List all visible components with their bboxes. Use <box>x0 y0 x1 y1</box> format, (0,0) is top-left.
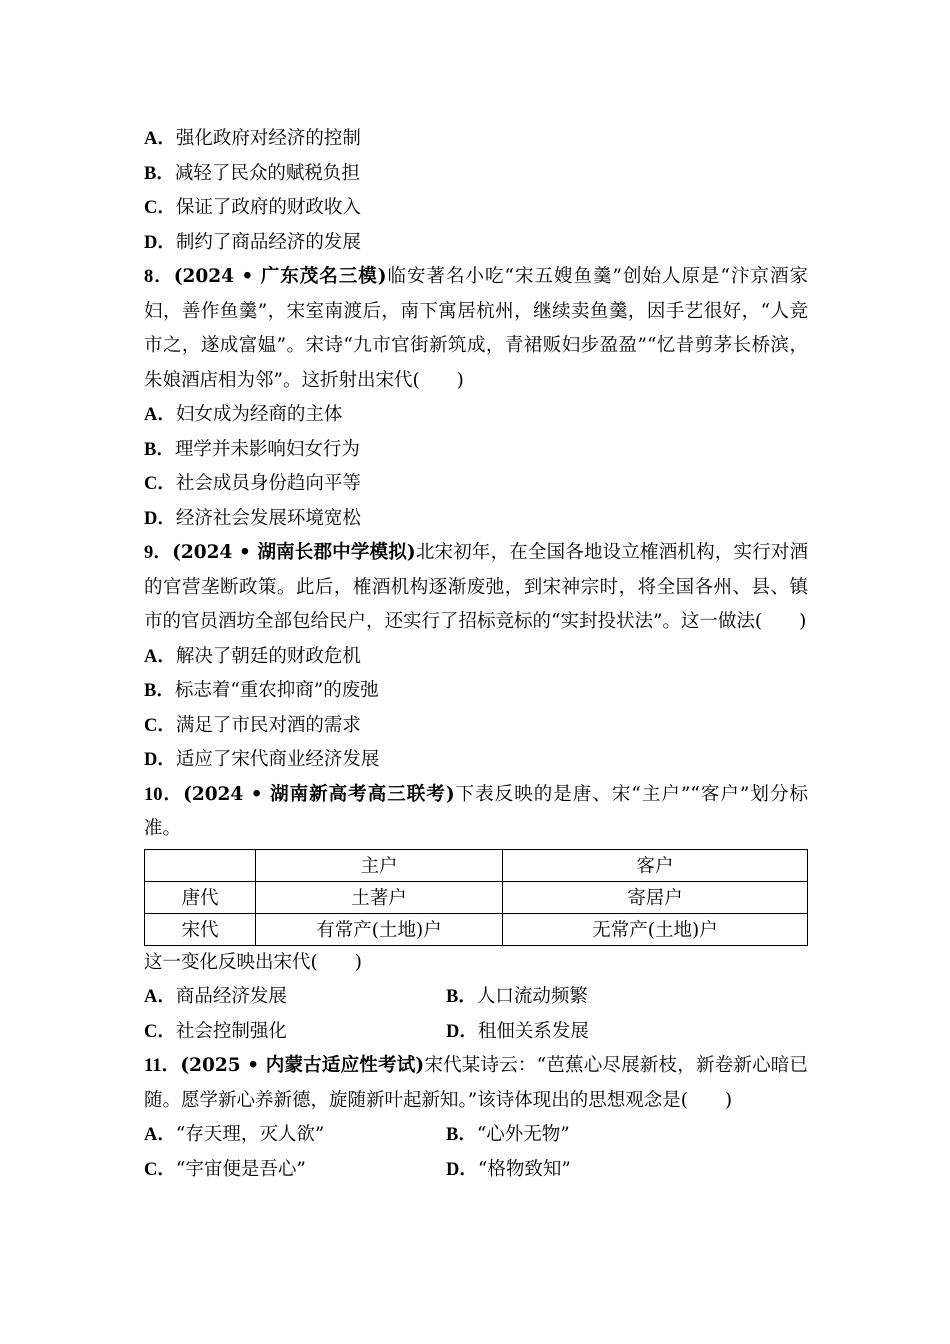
table-header-row <box>145 849 808 881</box>
table-row <box>145 913 808 945</box>
q11-option-b: B．“心外无物” <box>446 1124 570 1145</box>
q7-option-c: C．保证了政府的财政收入 <box>144 197 361 218</box>
q9-option-c: C．满足了市民对酒的需求 <box>144 714 361 736</box>
q8-stem: 8．(2024 • 广东茂名三模)临安著名小吃“宋五嫂鱼羹”创始人原是“汴京酒家妇，善作鱼羹”，宋室南渡后，南下寓居杭州，继续卖鱼羹，因手艺很好，“人竞市之，遂成富媪”。宋诗“九市官街新筑成，青裙贩妇步盈盈”“忆昔剪茅长桥滨，朱娘酒店相为邻”。这折射出宋代( ) <box>144 266 808 391</box>
question-11 <box>144 1049 808 1187</box>
q8-option-c: C．社会成员身份趋向平等 <box>144 473 361 494</box>
q8-option-b: B．理学并未影响妇女行为 <box>144 438 360 460</box>
question-9 <box>144 536 808 778</box>
q7-option-b: B．减轻了民众的赋税负担 <box>144 162 360 184</box>
table-row <box>145 881 808 913</box>
table-header-cell: 客户 <box>503 849 808 881</box>
q7-option-d: D．制约了商品经济的发展 <box>144 231 361 253</box>
q10-after-text: 这一变化反映出宋代( ) <box>144 951 362 973</box>
q10-options-row-1 <box>144 980 808 1015</box>
q10-option-c: C．社会控制强化 <box>144 1020 287 1042</box>
table-cell: 土著户 <box>256 881 503 913</box>
table-header-cell: 主户 <box>256 849 503 881</box>
question-10 <box>144 778 808 1050</box>
q11-option-a: A．“存天理，灭人欲” <box>144 1124 325 1145</box>
table-cell: 无常产(土地)户 <box>503 913 808 945</box>
table-cell: 宋代 <box>145 913 256 945</box>
table-cell: 寄居户 <box>503 881 808 913</box>
q11-options-row-2 <box>144 1153 808 1188</box>
q7-option-a: A．强化政府对经济的控制 <box>144 128 361 149</box>
q10-option-d: D．租佃关系发展 <box>446 1020 589 1042</box>
document-page <box>144 122 808 1187</box>
q8-option-a: A．妇女成为经商的主体 <box>144 404 343 425</box>
q9-option-d: D．适应了宋代商业经济发展 <box>144 749 380 770</box>
q11-source: (2025 • 内蒙古适应性考试) <box>180 1055 425 1076</box>
question-8 <box>144 260 808 536</box>
table-cell: 唐代 <box>145 881 256 913</box>
q10-option-b: B．人口流动频繁 <box>446 986 588 1007</box>
q8-option-d: D．经济社会发展环境宽松 <box>144 507 361 529</box>
q11-option-c: C．“宇宙便是吾心” <box>144 1158 306 1180</box>
q10-options-row-2 <box>144 1015 808 1050</box>
q10-source: (2024 • 湖南新高考高三联考) <box>183 783 455 805</box>
q11-option-d: D．“格物致知” <box>446 1158 571 1180</box>
q10-option-a: A．商品经济发展 <box>144 986 287 1007</box>
q9-source: (2024 • 湖南长郡中学模拟) <box>172 542 416 563</box>
q8-source: (2024 • 广东茂名三模) <box>173 266 387 287</box>
table-header-cell <box>145 849 256 881</box>
household-table <box>144 849 808 946</box>
q11-stem: 11．(2025 • 内蒙古适应性考试)宋代某诗云：“芭蕉心尽展新枝，新卷新心暗已随。愿学新心养新德，旋随新叶起新知。”该诗体现出的思想观念是( ) <box>144 1055 809 1111</box>
q9-stem: 9．(2024 • 湖南长郡中学模拟)北宋初年，在全国各地设立榷酒机构，实行对酒的官营垄断政策。此后，榷酒机构逐渐废弛，到宋神宗时，将全国各州、县、镇市的官员酒坊全部包给民户，还实行了招标竞标的“实封投状法”。这一做法( ) <box>144 542 808 632</box>
q7-options <box>144 122 808 260</box>
q9-option-a: A．解决了朝廷的财政危机 <box>144 645 361 667</box>
table-cell: 有常产(土地)户 <box>256 913 503 945</box>
q10-stem: 10．(2024 • 湖南新高考高三联考)下表反映的是唐、宋“主户”“客户”划分标准。 <box>144 783 808 839</box>
q9-option-b: B．标志着“重农抑商”的废弛 <box>144 680 379 701</box>
q11-options-row-1 <box>144 1118 808 1153</box>
